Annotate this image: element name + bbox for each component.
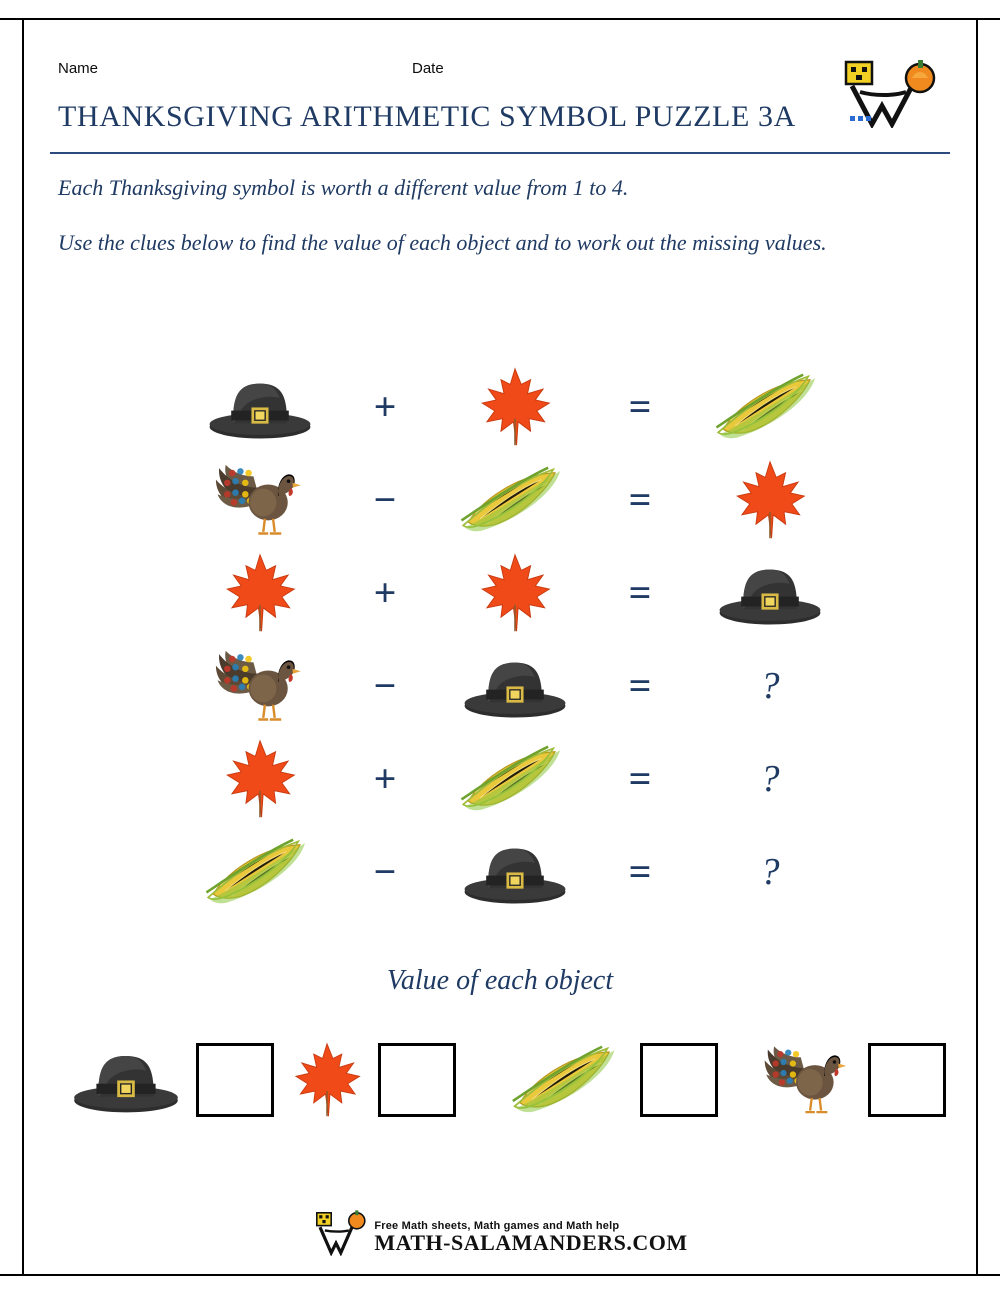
page-border-right	[976, 18, 978, 1276]
value-section-title: Value of each object	[386, 965, 614, 996]
value-input-turkey[interactable]	[868, 1043, 946, 1117]
answer-placeholder: ?	[760, 757, 780, 800]
header-mascot-logo-icon	[832, 58, 952, 128]
corn-cob-icon	[430, 453, 600, 546]
value-item-corn	[510, 1025, 718, 1135]
corn-cob-icon	[180, 825, 340, 918]
equation-row	[180, 453, 840, 546]
value-item-leaf	[290, 1025, 456, 1135]
value-input-corn[interactable]	[640, 1043, 718, 1117]
instruction-line-1: Each Thanksgiving symbol is worth a different value from 1 to 4.	[58, 175, 629, 200]
maple-leaf-icon	[180, 546, 340, 639]
page-border-bottom	[0, 1274, 1000, 1276]
equation-row	[180, 732, 840, 825]
value-input-hat[interactable]	[196, 1043, 274, 1117]
maple-leaf-icon	[290, 1039, 364, 1121]
corn-cob-icon	[510, 1045, 626, 1115]
equation-list	[180, 360, 840, 918]
salamander-mascot-icon	[312, 1208, 368, 1256]
instruction-line-2: Use the clues below to find the value of each object and to work out the missing values.	[58, 230, 827, 255]
footer-website[interactable]: MATH-SALAMANDERS.COM	[374, 1230, 688, 1255]
turkey-icon	[180, 639, 340, 732]
maple-leaf-icon	[180, 732, 340, 825]
value-item-hat	[70, 1025, 274, 1135]
operator-minus: −	[373, 477, 397, 522]
corn-cob-icon	[430, 732, 600, 825]
operator-minus: −	[373, 849, 397, 894]
date-label: Date	[412, 60, 444, 77]
name-label: Name	[58, 60, 99, 77]
equation-row	[180, 546, 840, 639]
equals-sign: =	[628, 849, 652, 894]
equation-row	[180, 825, 840, 918]
operator-plus: +	[373, 570, 397, 615]
pilgrim-hat-icon	[430, 639, 600, 732]
equals-sign: =	[628, 756, 652, 801]
maple-leaf-icon	[430, 360, 600, 453]
page-border-left	[22, 18, 24, 1276]
title-divider	[50, 152, 950, 154]
value-answer-row	[60, 1025, 940, 1135]
value-input-leaf[interactable]	[378, 1043, 456, 1117]
pilgrim-hat-icon	[680, 546, 860, 639]
footer	[0, 1208, 1000, 1256]
pilgrim-hat-icon	[180, 360, 340, 453]
pilgrim-hat-icon	[430, 825, 600, 918]
equation-row	[180, 639, 840, 732]
footer-tagline: Free Math sheets, Math games and Math help	[374, 1220, 620, 1232]
answer-placeholder: ?	[760, 664, 780, 707]
operator-plus: +	[373, 756, 397, 801]
maple-leaf-icon	[680, 453, 860, 546]
turkey-icon	[180, 453, 340, 546]
operator-plus: +	[373, 384, 397, 429]
turkey-icon	[760, 1036, 854, 1124]
corn-cob-icon	[680, 360, 860, 453]
equals-sign: =	[628, 384, 652, 429]
page-title: THANKSGIVING ARITHMETIC SYMBOL PUZZLE 3A	[58, 100, 796, 133]
value-item-turkey	[760, 1025, 946, 1135]
page-border-top	[0, 18, 1000, 20]
equals-sign: =	[628, 570, 652, 615]
maple-leaf-icon	[430, 546, 600, 639]
operator-minus: −	[373, 663, 397, 708]
equals-sign: =	[628, 477, 652, 522]
equals-sign: =	[628, 663, 652, 708]
answer-placeholder: ?	[760, 850, 780, 893]
equation-row	[180, 360, 840, 453]
pilgrim-hat-icon	[70, 1043, 182, 1117]
